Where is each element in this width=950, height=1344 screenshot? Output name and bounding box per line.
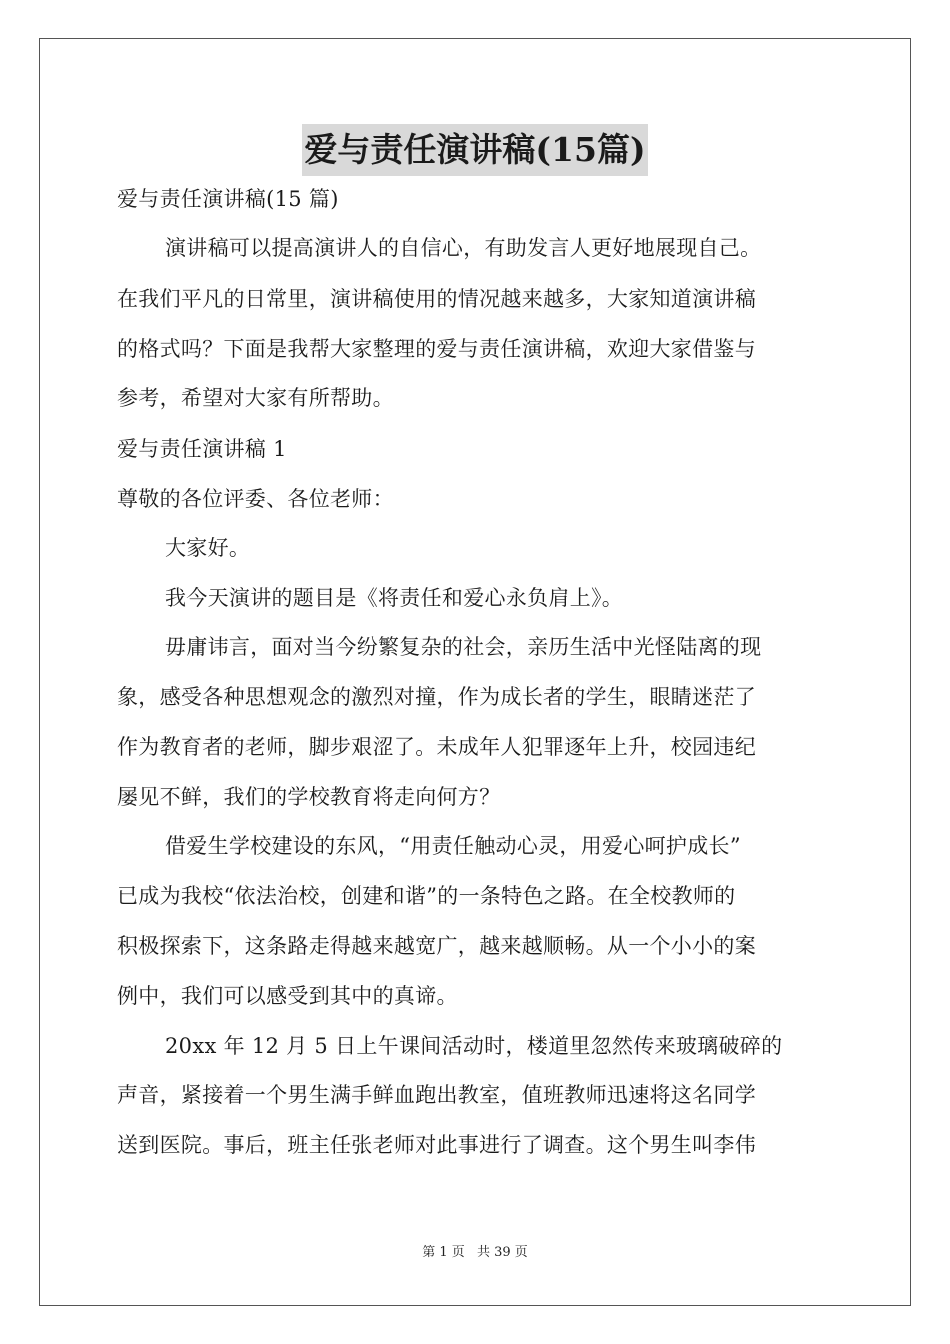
paragraph-line: 积极探索下，这条路走得越来越宽广，越来越顺畅。从一个小小的案 [117,934,756,958]
page-border [39,38,911,1306]
page-number: 第 1 页 [422,1245,465,1260]
paragraph-line: 象，感受各种思想观念的激烈对撞，作为成长者的学生，眼睛迷茫了 [117,685,756,709]
paragraph-line: 已成为我校“依法治校，创建和谐”的一条特色之路。在全校教师的 [117,884,736,908]
paragraph-line: 20xx 年 12 月 5 日上午课间活动时，楼道里忽然传来玻璃破碎的 [165,1034,783,1058]
paragraph-line: 声音，紧接着一个男生满手鲜血跑出教室，值班教师迅速将这名同学 [117,1083,756,1107]
paragraph-line: 例中，我们可以感受到其中的真谛。 [117,984,458,1008]
paragraph-line: 在我们平凡的日常里，演讲稿使用的情况越来越多，大家知道演讲稿 [117,287,756,311]
document-title: 爱与责任演讲稿(15篇) [302,124,647,176]
section-heading: 爱与责任演讲稿 1 [117,437,287,461]
page-total: 共 39 页 [476,1245,528,1260]
paragraph-line: 作为教育者的老师，脚步艰涩了。未成年人犯罪逐年上升，校园违纪 [117,735,756,759]
paragraph-line: 借爱生学校建设的东风，“用责任触动心灵，用爱心呵护成长” [165,834,741,858]
paragraph-line: 参考，希望对大家有所帮助。 [117,386,394,410]
salutation-line: 尊敬的各位评委、各位老师： [117,487,394,511]
title-container [0,124,950,176]
subtitle-line: 爱与责任演讲稿(15 篇) [117,187,339,211]
paragraph-line: 屡见不鲜，我们的学校教育将走向何方？ [117,785,501,809]
paragraph-line: 毋庸讳言，面对当今纷繁复杂的社会，亲历生活中光怪陆离的现 [165,635,762,659]
page-footer [0,1244,950,1262]
paragraph-line: 的格式吗？下面是我帮大家整理的爱与责任演讲稿，欢迎大家借鉴与 [117,337,756,361]
greeting-line: 大家好。 [165,536,251,560]
paragraph-line: 演讲稿可以提高演讲人的自信心，有助发言人更好地展现自己。 [165,236,762,260]
paragraph-line: 送到医院。事后，班主任张老师对此事进行了调查。这个男生叫李伟 [117,1133,756,1157]
paragraph-line: 我今天演讲的题目是《将责任和爱心永负肩上》。 [165,586,624,610]
